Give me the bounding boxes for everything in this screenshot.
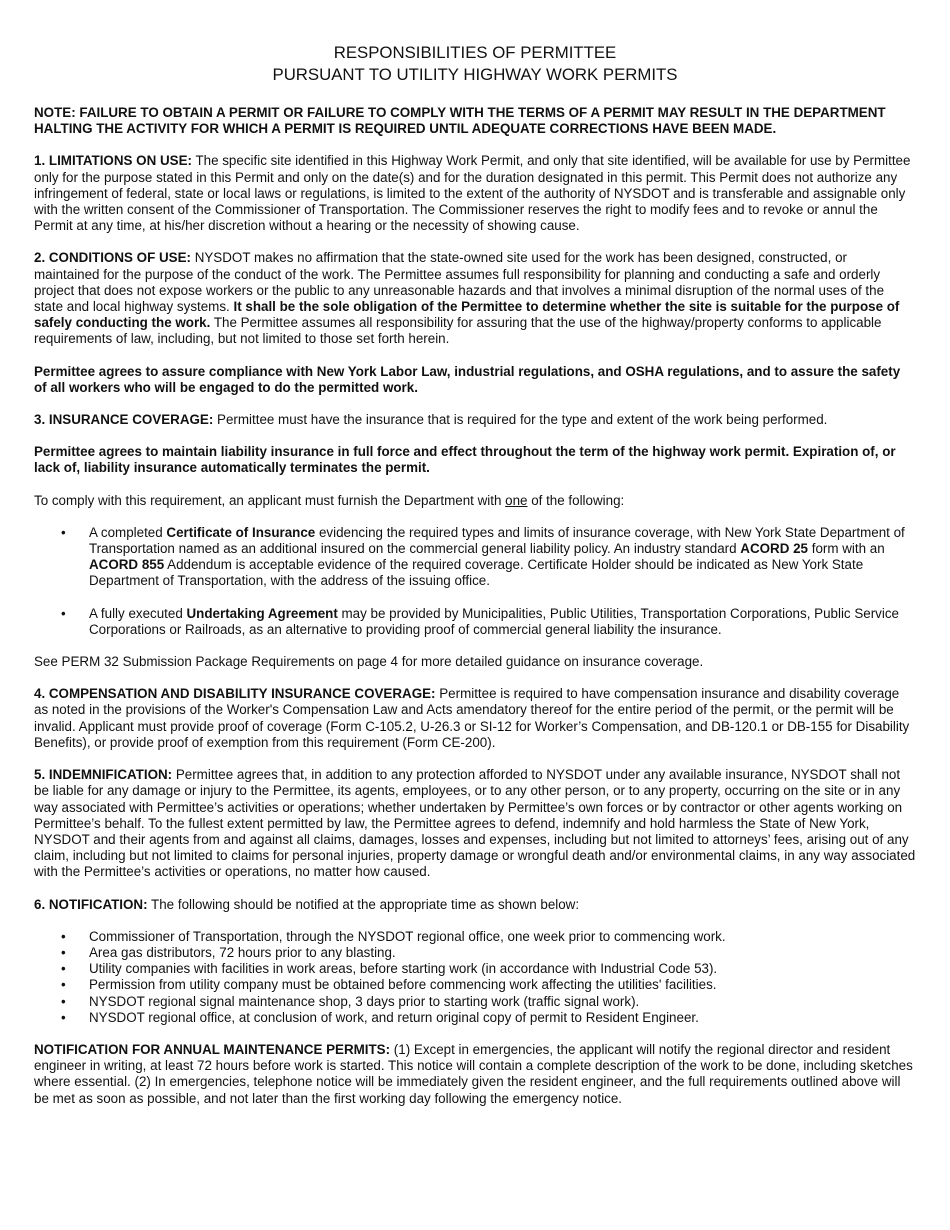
section-bold-text: It shall be the sole obligation of the Permittee to determine whether the site is suitable for the purpose of safely conducting the work. [34, 299, 900, 331]
list-item: • Area gas distributors, 72 hours prior to any blasting. [89, 945, 916, 961]
document-title [34, 42, 916, 86]
section-insurance-coverage [34, 412, 916, 428]
section-heading: 6. NOTIFICATION: [34, 896, 148, 912]
section-conditions-of-use [34, 250, 916, 347]
list-item [89, 606, 916, 638]
list-item: • NYSDOT regional office, at conclusion of work, and return original copy of permit to Resident Engineer. [89, 1010, 916, 1026]
list-bold-text: Undertaking Agreement [186, 605, 338, 621]
comply-paragraph [34, 493, 916, 509]
title-line-1: RESPONSIBILITIES OF PERMITTEE [333, 43, 617, 62]
list-item: • Permission from utility company must be obtained before commencing work affecting the utilities' facilities. [89, 977, 916, 993]
section-heading: 1. LIMITATIONS ON USE: [34, 153, 192, 169]
section-notification [34, 897, 916, 913]
section-heading: NOTIFICATION FOR ANNUAL MAINTENANCE PERMITS: [34, 1041, 391, 1057]
comply-underlined: one [505, 492, 528, 508]
comply-text: To comply with this requirement, an applicant must furnish the Department with [34, 492, 506, 508]
list-item: • Utility companies with facilities in work areas, before starting work (in accordance with Industrial Code 53). [89, 961, 916, 977]
section-body: Permittee agrees that, in addition to any protection afforded to NYSDOT under any available insurance, NYSDOT shall not be liable for any damage or injury to the Permittee, its agents, employees, or to any other person, or to any property, occurring on the site or in any way associated with Permittee’s activities or operations; whether undertaken by Permittee’s own forces or by contractor or other agents working on Permittee’s behalf. To the fullest extent permitted by law, the Permittee agrees to defend, indemnify and hold harmless the State of New York, NYSDOT and their agents from and against all claims, damages, losses and expenses, including but not limited to attorneys’ fees, arising out of any claim, including but not limited to claims for personal injuries, property damage or wrongful death and/or environmental claims, in any way associated with the Permittee’s activities or operations, no matter how caused. [34, 767, 916, 880]
notification-list [34, 929, 916, 1026]
section-body: The following should be notified at the appropriate time as shown below: [147, 896, 580, 912]
see-perm32-paragraph: See PERM 32 Submission Package Requirements on page 4 for more detailed guidance on insurance coverage. [34, 654, 704, 670]
comply-text: of the following: [527, 492, 625, 508]
section-heading: 4. COMPENSATION AND DISABILITY INSURANCE COVERAGE: [34, 686, 436, 702]
liability-agreement-paragraph: Permittee agrees to maintain liability insurance in full force and effect throughout the term of the highway work permit. Expiration of, or lack of, liability insurance automatically terminates the permit. [34, 444, 896, 476]
list-text: form with an [808, 541, 885, 557]
list-text: A completed [89, 524, 167, 540]
title-line-2: PURSUANT TO UTILITY HIGHWAY WORK PERMITS [272, 65, 678, 84]
list-bold-text: Certificate of Insurance [166, 524, 316, 540]
list-text: evidencing the required types and limits of insurance coverage, with New York State Department of Transportation named as an additional insured on the commercial general liability policy. An industry standard [89, 524, 905, 557]
section-indemnification [34, 767, 916, 880]
section-heading: 3. INSURANCE COVERAGE: [34, 412, 214, 428]
insurance-options-list [34, 525, 916, 638]
list-bold-text: ACORD 25 [740, 541, 809, 557]
list-text: may be provided by Municipalities, Public Utilities, Transportation Corporations, Public Service Corporations or Railroads, as an alternative to providing proof of commercial general liability the insurance. [89, 605, 899, 637]
section-body: The specific site identified in this Highway Work Permit, and only that site identified, will be available for use by Permittee only for the purpose stated in this Permit and only on the date(s) and for the duration designated in this permit. This Permit does not authorize any infringement of federal, state or local laws or regulations, is limited to the extent of the authority of NYSDOT and is transferable and assignable only with the written consent of the Commissioner of Transportation. The Commissioner reserves the right to modify fees and to revoke or annul the Permit at any time, at his/her discretion without a hearing or the necessity of showing cause. [34, 153, 911, 234]
list-bold-text: ACORD 855 [89, 557, 165, 573]
compliance-paragraph: Permittee agrees to assure compliance with New York Labor Law, industrial regulations, and OSHA regulations, and to assure the safety of all workers who will be engaged to do the permitted work. [34, 363, 901, 395]
list-item: • NYSDOT regional signal maintenance shop, 3 days prior to starting work (traffic signal work). [89, 994, 916, 1010]
section-body: Permittee is required to have compensation insurance and disability coverage as noted in the provisions of the Worker's Compensation Law and Acts amendatory thereof for the entire period of the permit, or the permit will be invalid. Applicant must provide proof of coverage (Form C-105.2, U-26.3 or SI-12 for Worker’s Compensation, and DB-120.1 or DB-155 for Disability Benefits), or provide proof of exemption from this requirement (Form CE-200). [34, 686, 910, 750]
section-body: NYSDOT makes no affirmation that the state-owned site used for the work has been designed, constructed, or maintained for the purpose of the conduct of the work. The Permittee assumes full responsibility for planning and conducting a safe and orderly project that does not expose workers or the public to any unreasonable hazards and that involves a minimal disruption of the normal uses of the state and local highway systems. [34, 250, 885, 315]
list-item: • Commissioner of Transportation, through the NYSDOT regional office, one week prior to commencing work. [89, 929, 916, 945]
list-text: A fully executed [89, 605, 187, 621]
section-compensation-disability [34, 686, 916, 751]
list-text: Addendum is acceptable evidence of the required coverage. Certificate Holder should be indicated as New York State Department of Transportation, with the address of the issuing office. [89, 557, 864, 589]
section-heading: 2. CONDITIONS OF USE: [34, 250, 191, 266]
note-paragraph: NOTE: FAILURE TO OBTAIN A PERMIT OR FAILURE TO COMPLY WITH THE TERMS OF A PERMIT MAY RESULT IN THE DEPARTMENT HALTING THE ACTIVITY FOR WHICH A PERMIT IS REQUIRED UNTIL ADEQUATE CORRECTIONS HAVE BEEN MADE. [34, 105, 886, 137]
section-heading: 5. INDEMNIFICATION: [34, 767, 173, 783]
list-item [89, 525, 916, 590]
section-body: Permittee must have the insurance that is required for the type and extent of the work being performed. [213, 412, 828, 428]
section-body: (1) Except in emergencies, the applicant will notify the regional director and resident engineer in writing, at least 72 hours before work is started. This notice will contain a complete description of the work to be done, including sketches where essential. (2) In emergencies, telephone notice will be immediately given the resident engineer, and the full requirements outlined above will be met as soon as possible, and not later than the first working day following the emergency notice. [34, 1041, 913, 1106]
section-annual-maintenance [34, 1042, 916, 1107]
section-limitations-on-use [34, 153, 916, 234]
section-body: The Permittee assumes all responsibility for assuring that the use of the highway/property conforms to applicable requirements of law, including, but not limited to those set forth herein. [34, 315, 882, 347]
